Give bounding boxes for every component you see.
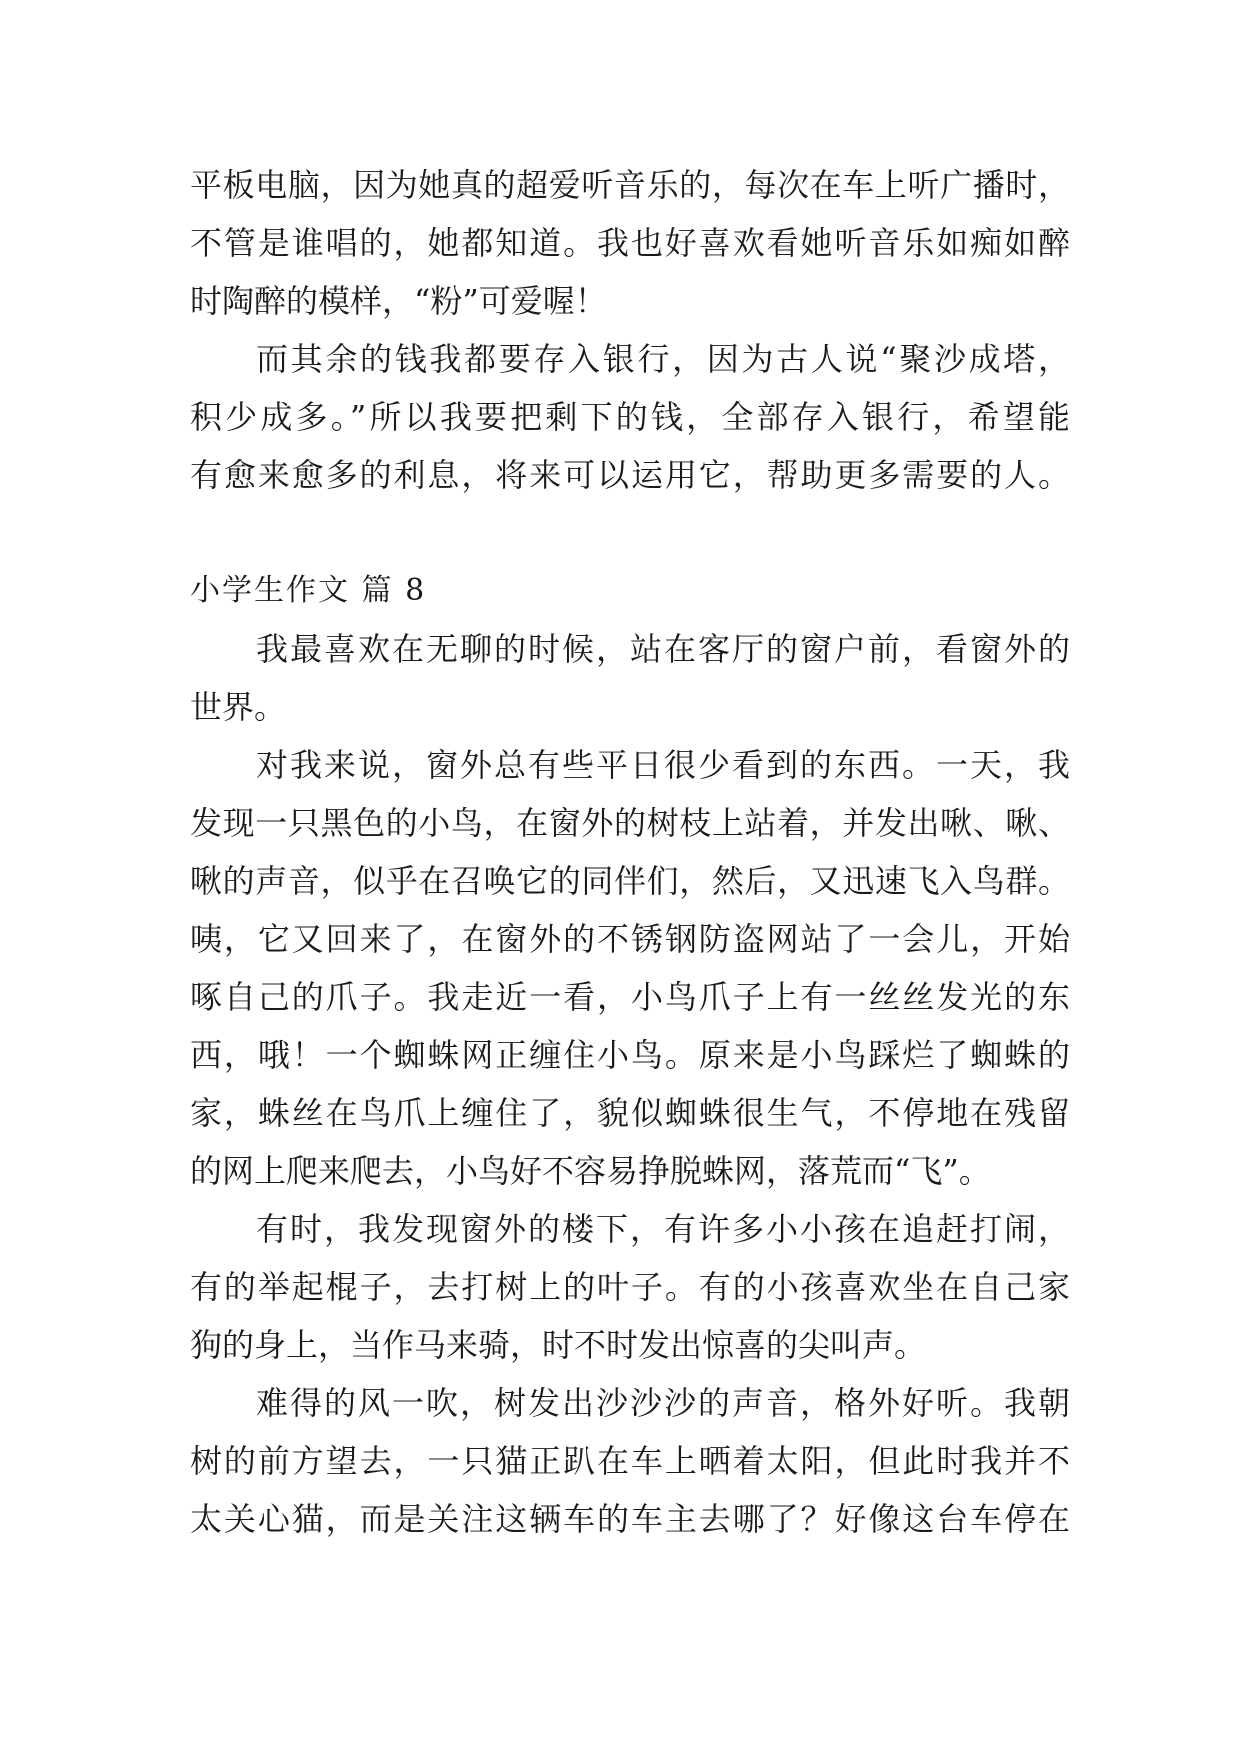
paragraph [190, 1374, 1070, 1548]
text-line: 不管是谁唱的，她都知道。我也好喜欢看她听音乐如痴如醉 [190, 224, 1070, 262]
text-line: 的网上爬来爬去，小鸟好不容易挣脱蛛网，落荒而“飞”。 [190, 1152, 991, 1190]
text-line: 难得的风一吹，树发出沙沙沙的声音，格外好听。我朝 [256, 1384, 1070, 1422]
document-body [190, 156, 1070, 1548]
paragraph [190, 736, 1070, 1200]
text-line: 平板电脑，因为她真的超爱听音乐的，每次在车上听广播时， [190, 166, 1070, 204]
text-line: 西，哦！一个蜘蛛网正缠住小鸟。原来是小鸟踩烂了蜘蛛的 [190, 1036, 1070, 1074]
text-line: 有的举起棍子，去打树上的叶子。有的小孩喜欢坐在自己家 [190, 1268, 1070, 1306]
text-line: 积少成多。”所以我要把剩下的钱，全部存入银行，希望能 [190, 398, 1070, 436]
text-line: 我最喜欢在无聊的时候，站在客厅的窗户前，看窗外的 [256, 630, 1070, 668]
text-line: 世界。 [190, 688, 287, 726]
text-line: 狗的身上，当作马来骑，时不时发出惊喜的尖叫声。 [190, 1326, 927, 1364]
text-line: 太关心猫，而是关注这辆车的车主去哪了？好像这台车停在 [190, 1500, 1070, 1538]
paragraph [190, 156, 1070, 330]
text-line: 对我来说，窗外总有些平日很少看到的东西。一天，我 [256, 746, 1070, 784]
text-line: 啄自己的爪子。我走近一看，小鸟爪子上有一丝丝发光的东 [190, 978, 1070, 1016]
text-line: 咦，它又回来了，在窗外的不锈钢防盗网站了一会儿，开始 [190, 920, 1070, 958]
text-line: 时陶醉的模样，“粉”可爱喔！ [190, 282, 607, 320]
paragraph [190, 620, 1070, 736]
section-gap [190, 504, 1070, 562]
text-line: 而其余的钱我都要存入银行，因为古人说“聚沙成塔， [256, 340, 1070, 378]
text-line: 发现一只黑色的小鸟，在窗外的树枝上站着，并发出啾、啾、 [190, 804, 1070, 842]
paragraph [190, 1200, 1070, 1374]
text-line: 树的前方望去，一只猫正趴在车上晒着太阳，但此时我并不 [190, 1442, 1070, 1480]
paragraph [190, 330, 1070, 504]
text-line: 有愈来愈多的利息，将来可以运用它，帮助更多需要的人。 [190, 456, 1070, 494]
text-line: 有时，我发现窗外的楼下，有许多小小孩在追赶打闹， [256, 1210, 1070, 1248]
text-line: 啾的声音，似乎在召唤它的同伴们，然后，又迅速飞入鸟群。 [190, 862, 1070, 900]
text-line: 家，蛛丝在鸟爪上缠住了，貌似蜘蛛很生气，不停地在残留 [190, 1094, 1070, 1132]
section-heading: 小学生作文 篇 8 [190, 573, 427, 608]
